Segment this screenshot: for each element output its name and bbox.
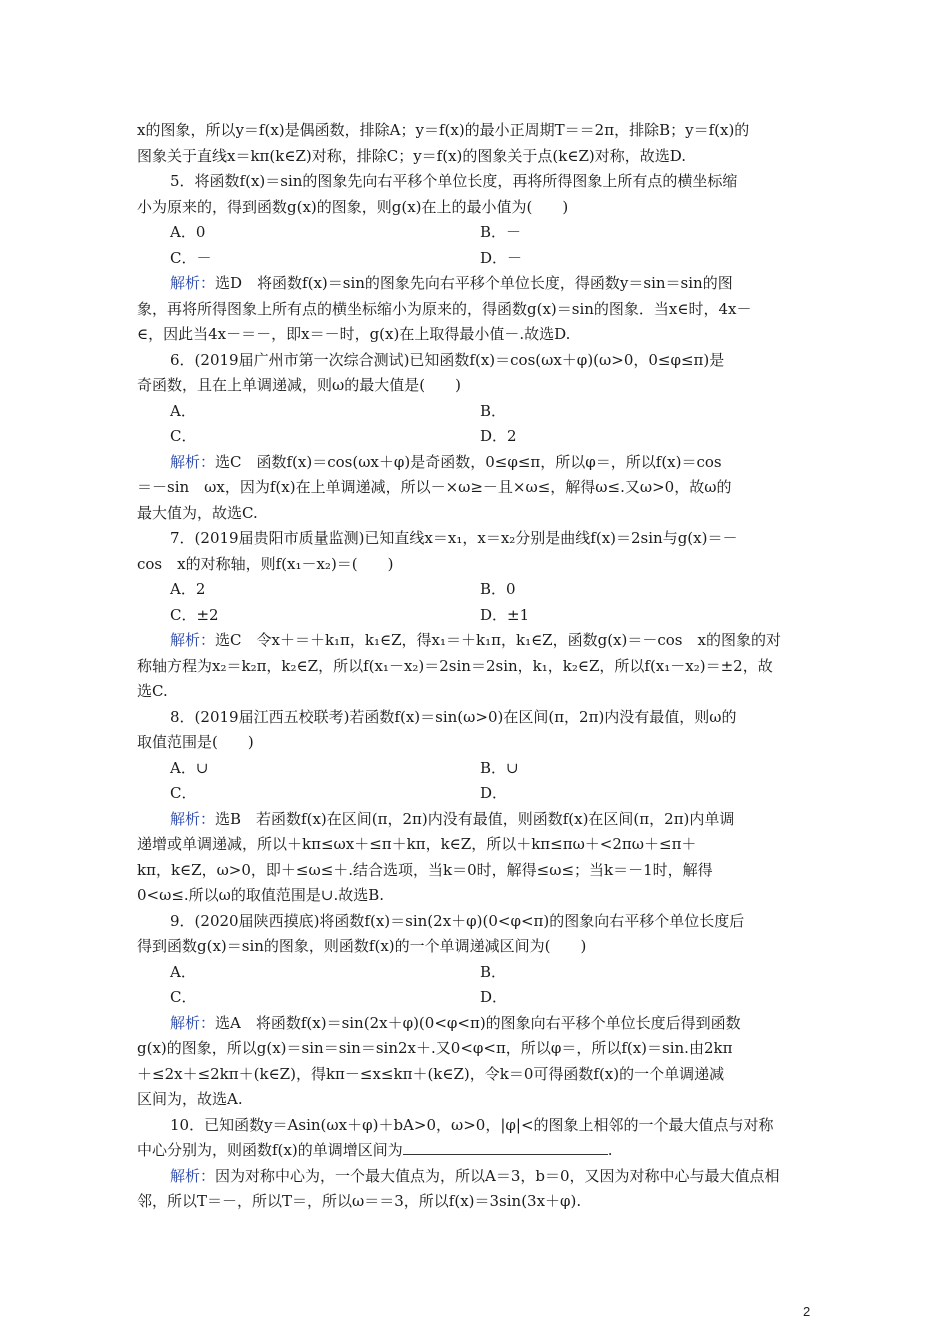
option-c: C．±2 [170,605,219,624]
analysis-text: 选C 令x＋＝＋k₁π，k₁∈Z，得x₁＝＋k₁π，k₁∈Z，函数g(x)＝－cos x的图象的对 [215,631,781,649]
options-row [137,246,817,272]
analysis-label: 解析： [170,452,216,471]
text-line: kπ，k∈Z，ω>0，即＋≤ω≤＋.结合选项，当k＝0时，解得≤ω≤；当k＝－1时，解得 [137,860,713,879]
options-row [137,985,817,1011]
question-5: 5．将函数f(x)＝sin的图象先向右平移个单位长度，再将所得图象上所有点的横坐标缩 [170,172,738,190]
text-line: 小为原来的，得到函数g(x)的图象，则g(x)在上的最小值为( ) [137,197,569,216]
text-line: cos x的对称轴，则f(x₁－x₂)＝( ) [137,554,394,573]
option-d: D．±1 [480,605,530,624]
text-line: 邻，所以T＝－，所以T＝，所以ω＝＝3，所以f(x)＝3sin(3x＋φ). [137,1192,582,1210]
options-row [137,220,817,246]
period-mark: . [607,1141,613,1159]
analysis-text: 选C 函数f(x)＝cos(ωx＋φ)是奇函数，0≤φ≤π，所以φ＝，所以f(x)＝cos [215,452,722,471]
question-7: 7．(2019届贵阳市质量监测)已知直线x＝x₁，x＝x₂分别是曲线f(x)＝2sin与g(x)＝－ [170,529,738,547]
option-b: B．0 [480,580,516,598]
options-row [137,424,817,450]
analysis-text: 选A 将函数f(x)＝sin(2x＋φ)(0<φ<π)的图象向右平移个单位长度后得到函数 [215,1013,741,1032]
question-text: 中心分别为，则函数f(x)的单调增区间为 [137,1141,403,1159]
text-line: g(x)的图象，所以g(x)＝sin＝sin＝sin2x＋.又0<φ<π，所以φ＝，所以f(x)＝sin.由2kπ [137,1039,733,1057]
option-d: D．2 [480,427,517,445]
options-row [137,960,817,986]
options-row [137,756,817,782]
analysis-label: 解析： [170,631,216,649]
analysis-line [137,271,817,297]
text-line: 象，再将所得图象上所有点的横坐标缩小为原来的，得函数g(x)＝sin的图象．当x∈时，4x－ [137,299,752,318]
options-row [137,603,817,629]
options-row [137,399,817,425]
text-line: 0<ω≤.所以ω的取值范围是∪.故选B. [137,886,385,904]
text-line: 称轴方程为x₂＝k₂π，k₂∈Z，所以f(x₁－x₂)＝2sin＝2sin，k₁，k₂∈Z，所以f(x₁－x₂)＝±2，故 [137,656,773,675]
text-line: ＋≤2x＋≤2kπ＋(k∈Z)，得kπ－≤x≤kπ＋(k∈Z)，令k＝0可得函数f(x)的一个单调递减 [137,1064,725,1083]
text-line: 得到函数g(x)＝sin的图象，则函数f(x)的一个单调递减区间为( ) [137,937,587,955]
analysis-line [137,1011,817,1037]
text-line: 最大值为，故选C. [137,503,258,522]
analysis-line [137,807,817,833]
text-line: x的图象，所以y＝f(x)是偶函数，排除A；y＝f(x)的最小正周期T＝＝2π，排除B；y＝f(x)的 [137,121,750,139]
option-d: D．－ [480,248,523,267]
option-b: B． [480,962,507,981]
analysis-label: 解析： [170,809,216,828]
question-8: 8．(2019届江西五校联考)若函数f(x)＝sin(ω>0)在区间(π，2π)内没有最值，则ω的 [170,707,737,726]
option-c: C． [170,988,197,1006]
text-line [137,1138,817,1164]
question-9: 9．(2020届陕西摸底)将函数f(x)＝sin(2x＋φ)(0<φ<π)的图象向右平移个单位长度后 [170,911,745,930]
text-line: 区间为，故选A. [137,1090,243,1108]
analysis-line [137,1164,817,1190]
analysis-line [137,450,817,476]
text-line: 选C. [137,682,168,700]
option-c: C． [170,427,197,445]
option-a: A． [170,962,196,981]
option-d: D． [480,988,508,1006]
page-content [137,118,817,1215]
analysis-label: 解析： [170,1013,216,1032]
option-c: C．－ [170,248,212,267]
options-row [137,577,817,603]
text-line: ∈，因此当4x－＝－，即x＝－时，g(x)在上取得最小值－.故选D. [137,325,571,343]
option-a: A． [170,401,196,420]
option-a: A．2 [170,580,206,598]
analysis-label: 解析： [170,274,216,292]
analysis-line [137,628,817,654]
page-number: 2 [803,1304,811,1319]
option-b: B． [480,401,507,420]
analysis-label: 解析： [170,1166,216,1185]
answer-blank[interactable] [403,1140,608,1155]
text-line: 递增或单调递减，所以＋kπ≤ωx＋≤π＋kπ，k∈Z，所以＋kπ≤πω＋<2πω＋≤π＋ [137,835,697,853]
option-b: B．－ [480,223,522,241]
options-row [137,781,817,807]
text-line: ＝－sin ωx，因为f(x)在上单调递减，所以－×ω≥－且×ω≤，解得ω≤.又ω>0，故ω的 [137,478,732,496]
question-10: 10．已知函数y＝Asin(ωx＋φ)＋bA>0，ω>0，|φ|<的图象上相邻的一个最大值点与对称 [170,1115,774,1134]
option-a: A．∪ [170,758,209,777]
text-line: 图象关于直线x＝kπ(k∈Z)对称，排除C；y＝f(x)的图象关于点(k∈Z)对称，故选D. [137,146,686,165]
option-d: D． [480,784,508,802]
option-a: A．0 [170,223,206,241]
analysis-text: 选B 若函数f(x)在区间(π，2π)内没有最值，则函数f(x)在区间(π，2π)内单调 [215,809,735,828]
option-c: C． [170,784,197,802]
analysis-text: 因为对称中心为，一个最大值点为，所以A＝3，b＝0，又因为对称中心与最大值点相 [215,1166,780,1185]
analysis-text: 选D 将函数f(x)＝sin的图象先向右平移个单位长度，得函数y＝sin＝sin的图 [215,274,733,292]
text-line: 奇函数，且在上单调递减，则ω的最大值是( ) [137,376,461,394]
text-line: 取值范围是( ) [137,733,254,751]
question-6: 6．(2019届广州市第一次综合测试)已知函数f(x)＝cos(ωx＋φ)(ω>0，0≤φ≤π)是 [170,350,725,369]
option-b: B．∪ [480,758,519,777]
